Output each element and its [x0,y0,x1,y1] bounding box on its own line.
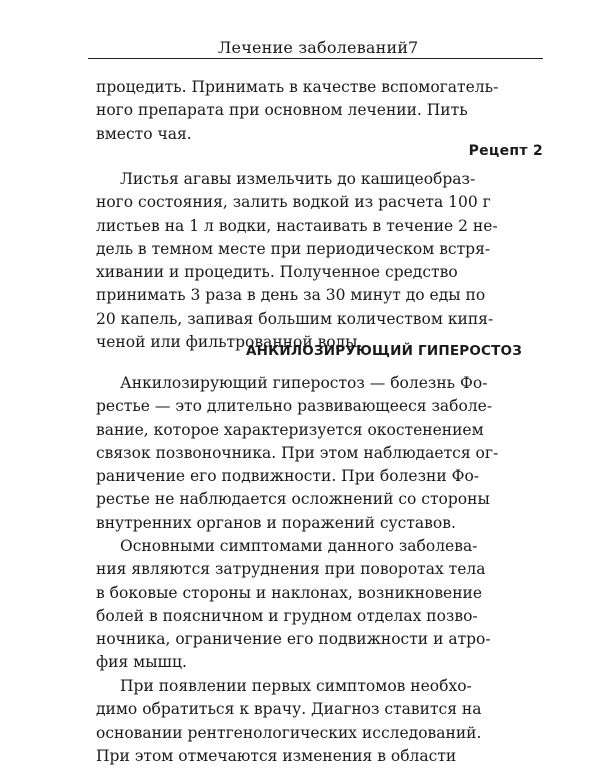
text-line: болей в поясничном и грудном отделах позво- [96,606,478,625]
text-line: ченой или фильтрованной воды. [96,333,363,352]
text-line: димо обратиться к врачу. Диагноз ставится на [96,700,482,719]
section-heading: АНКИЛОЗИРУЮЩИЙ ГИПЕРОСТОЗ [246,343,522,359]
header-rule [88,58,543,59]
text-line: ного препарата при основном лечении. Пить [96,101,468,120]
text-line: связок позвоночника. При этом наблюдается ог- [96,443,499,462]
text-line: вание, которое характеризуется окостенением [96,420,484,439]
page-number: 7 [408,38,419,57]
text-line: рестье не наблюдается осложнений со стороны [96,490,490,509]
recipe-heading: Рецепт 2 [468,143,543,159]
section-paragraph-3 [96,675,482,768]
text-line: вместо чая. [96,124,192,143]
text-line: Анкилозирующий гиперостоз — болезнь Фо- [120,374,488,392]
running-header-title: Лечение заболеваний [218,38,409,57]
text-line: процедить. Принимать в качестве вспомогатель- [96,78,499,96]
paragraph-continuation [96,76,499,146]
text-line: внутренних органов и поражений суставов. [96,513,456,532]
text-line: Основными симптомами данного заболева- [120,537,478,555]
text-line: принимать 3 раза в день за 30 минут до еды по [96,286,486,305]
text-line: рестье — это длительно развивающееся заболе- [96,397,493,416]
text-line: дель в темном месте при периодическом встря- [96,239,491,258]
section-paragraph-1 [96,372,499,535]
text-line: ния являются затруднения при поворотах тела [96,560,486,579]
text-line: ного состояния, залить водкой из расчета 100 г [96,193,491,212]
text-line: При этом отмечаются изменения в области [96,746,457,765]
section-paragraph-2 [96,535,491,675]
text-line: хивании и процедить. Полученное средство [96,263,458,282]
text-line: При появлении первых симптомов необхо- [120,677,472,695]
text-line: Листья агавы измельчить до кашицеобраз- [120,170,476,188]
text-line: в боковые стороны и наклонах, возникновение [96,583,483,602]
text-line: ночника, ограничение его подвижности и атро- [96,630,491,649]
text-line: 20 капель, запивая большим количеством кипя- [96,309,494,328]
text-line: основании рентгенологических исследований. [96,723,482,742]
text-line: листьев на 1 л водки, настаивать в течение 2 не- [96,216,498,235]
text-line: фия мышц. [96,653,187,672]
text-line: раничение его подвижности. При болезни Фо- [96,467,480,486]
